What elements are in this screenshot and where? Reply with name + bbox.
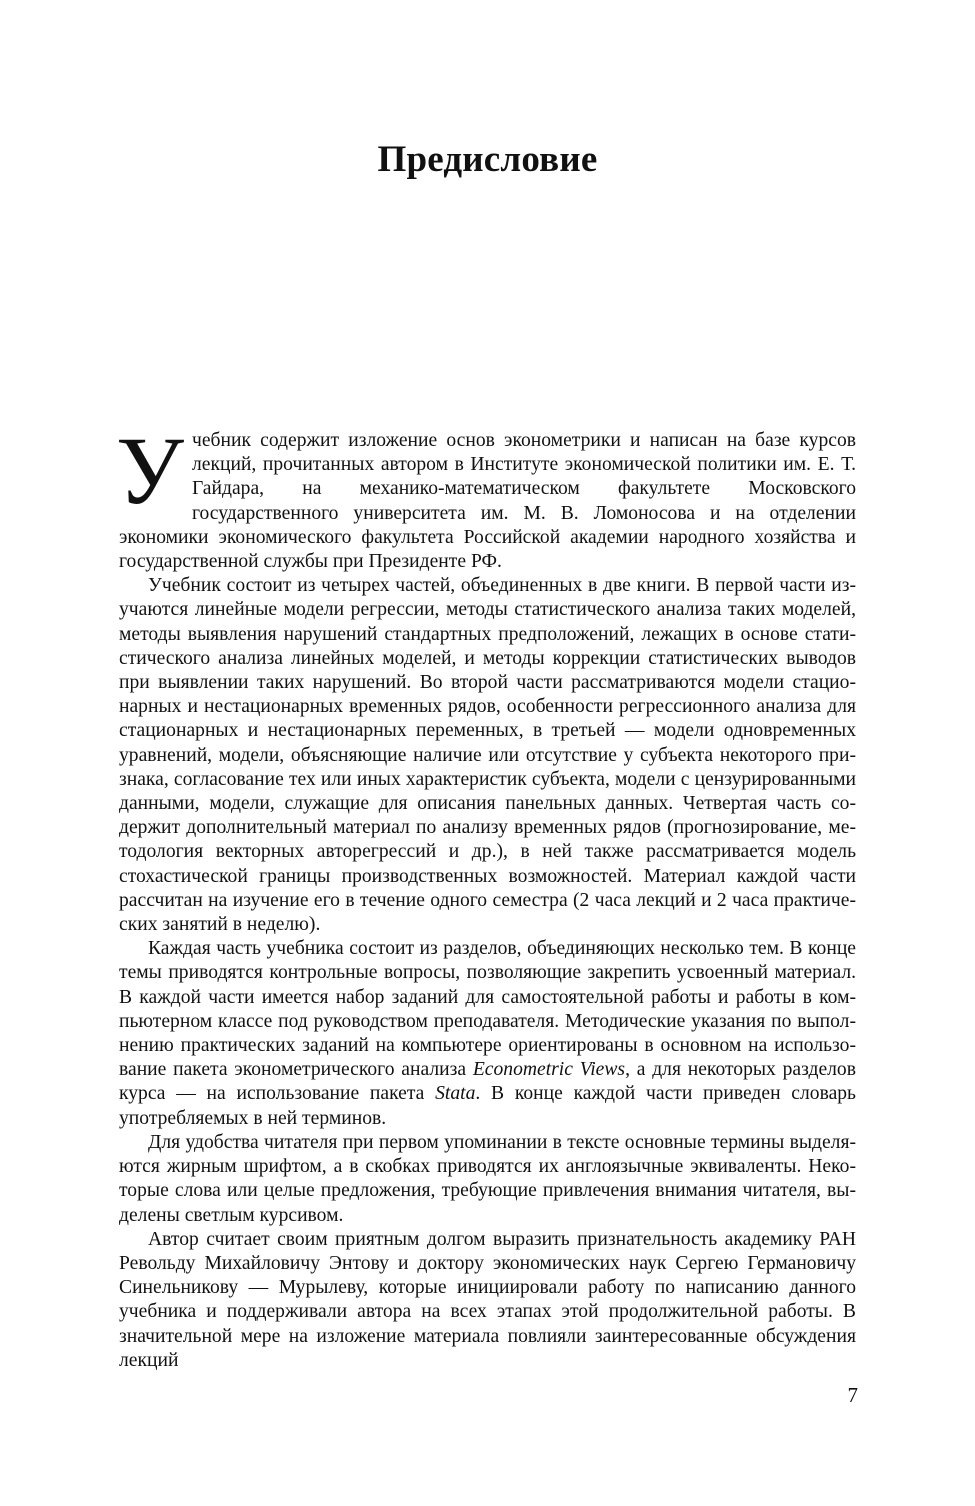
paragraph-3-text-c: . В конце каждой части приведен словарь употребляемых в ней терминов. [119,1083,856,1129]
paragraph-2: Учебник состоит из четырех частей, объединенных в две книги. В первой части изучаются линейные модели регрессии, методы статистического анализа таких моделей, методы выявления нарушений стандартных предположений, лежащих в основе статистического анализа линейных моделей, и методы коррекции статистических выводов при выявлении таких нарушений. Во второй части рассматриваются модели стационарных и нестационарных временных рядов, особенности регрессионного анализа для стационарных и нестационарных переменных, в третьей — модели одновременных уравнений, модели, объясняющие наличие или отсутствие у субъекта некоторого признака, согласование тех или иных характеристик субъекта, модели с цензурированными данными, модели, служащие для описания панельных данных. Четвертая часть содержит дополнительный материал по анализу временных рядов (прогнозирование, методология векторных авторегрессий и др.), в ней также рассматривается модель стохастической границы производственных возможностей. Материал каждой части рассчитан на изучение его в течение одного семестра (2 часа лекций и 2 часа практических занятий в неделю). [119,575,856,936]
page-number: 7 [847,1383,858,1407]
page-title: Предисловие [377,139,598,180]
paragraph-3-text-a: Каждая часть учебника состоит из разделов, объединяющих несколько тем. В конце темы приводятся контрольные вопросы, позволяющие закрепить усвоенный материал. В каждой части имеется набор заданий для самостоятельной работы и работы в компьютерном классе под руководством преподавателя. Методические указания по выполнению практических заданий на компьютере ориентированы в основном на использование пакета эконометрического анализа [119,938,856,1081]
paragraph-3-text-b: , а для некоторых разделов курса — на использование пакета [119,1059,856,1105]
drop-cap: У [116,417,184,524]
paragraph-3 [119,937,856,1131]
paragraph-4: Для удобства читателя при первом упоминании в тексте основные термины выделяются жирным шрифтом, а в скобках приводятся их англоязычные эквиваленты. Некоторые слова или целые предложения, требующие привлечения внимания читателя, выделены светлым курсивом. [119,1131,856,1226]
paragraph-1-text: чебник содержит изложение основ эконометрики и написан на базе курсов лекций, прочитанных автором в Институте экономической политики им. Е. Т. Гайдара, на механико-математическом факультете Московского государственного университета им. М. В. Ломоносова и на отделении экономики экономического факультета Российской академии народного хозяйства и государственной службы при Президенте РФ. [119,430,856,573]
software-name-stata: Stata [435,1083,476,1105]
preface-body [116,417,856,1373]
paragraph-1 [116,417,856,574]
paragraph-5: Автор считает своим приятным долгом выразить признательность академику РАН Револьду Михайловичу Энтову и доктору экономических наук Сергею Германовичу Синельникову — Мурылеву, которые инициировали работу по написанию данного учебника и поддерживали автора на всех этапах этой продолжительной работы. В значительной мере на изложение материала повлияли заинтересованные обсуждения лекций [119,1228,856,1371]
software-name-eviews: Econometric Views [472,1059,626,1081]
